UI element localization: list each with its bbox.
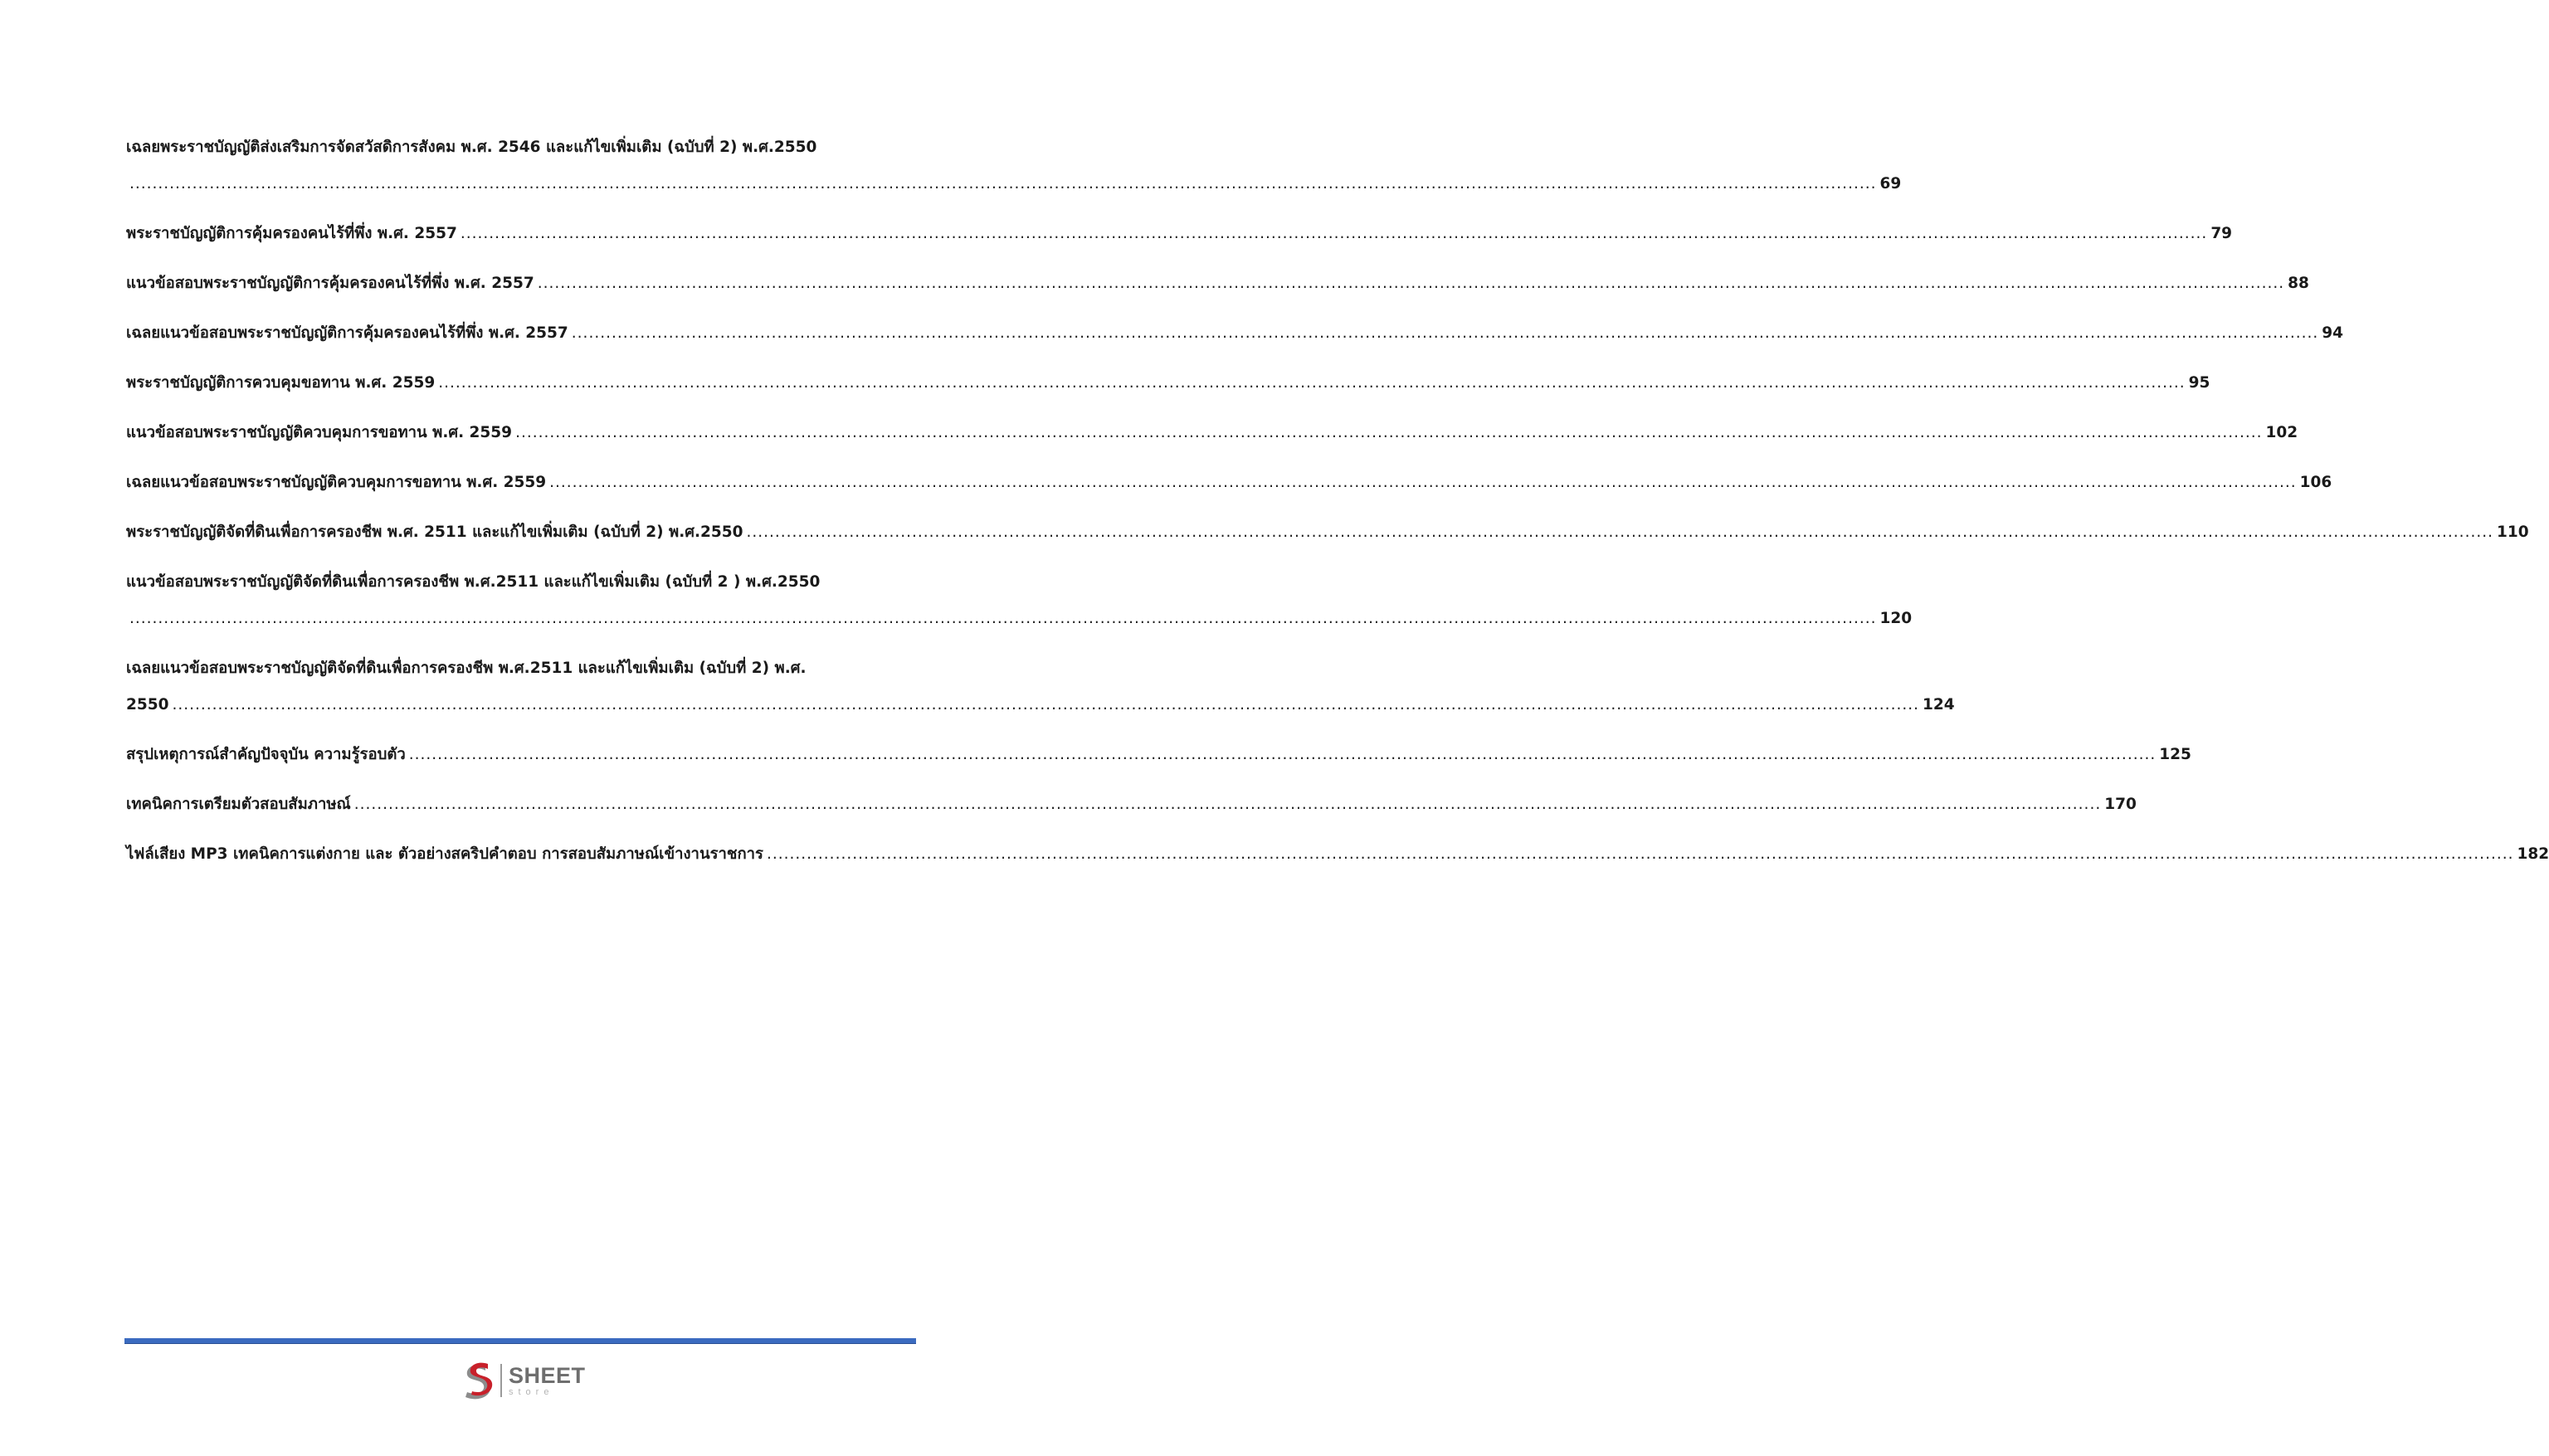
toc-entry[interactable] (126, 365, 2210, 402)
toc-leader-dots (461, 216, 2207, 252)
toc-entry[interactable] (126, 564, 1913, 637)
toc-leader-dots (409, 737, 2156, 773)
toc-entry-title: เฉลยแนวข้อสอบพระราชบัญญัติจัดที่ดินเพื่อการครองชีพ พ.ศ.2511 และแก้ไขเพิ่มเติม (ฉบับที่ 2) พ.ศ. (126, 660, 807, 677)
toc-page-number: 170 (2104, 796, 2137, 813)
toc-leader-dots (129, 166, 1876, 202)
toc-leader-dots (549, 465, 2296, 501)
toc-leader-dots (129, 601, 1876, 637)
logo-subword: store (509, 1386, 554, 1397)
toc-leader-dots (438, 365, 2185, 402)
toc-entry-continuation (126, 601, 1913, 637)
toc-entry-title: สรุปเหตุการณ์สำคัญปัจจุบัน ความรู้รอบตัว (126, 746, 406, 763)
toc-entry-title: พระราชบัญญัติการคุ้มครองคนไร้ที่พึ่ง พ.ศ. 2557 (126, 225, 457, 242)
table-of-contents (126, 129, 2549, 886)
toc-entry[interactable] (126, 836, 2549, 873)
toc-entry-continuation (126, 166, 1902, 202)
toc-page-number: 102 (2265, 424, 2298, 441)
toc-entry-title: แนวข้อสอบพระราชบัญญัติควบคุมการขอทาน พ.ศ. 2559 (126, 424, 513, 441)
toc-entry-title: แนวข้อสอบพระราชบัญญัติจัดที่ดินเพื่อการครองชีพ พ.ศ.2511 และแก้ไขเพิ่มเติม (ฉบับที่ 2 ) พ.ศ.2550 (126, 573, 821, 591)
toc-entry[interactable] (126, 216, 2233, 252)
toc-entry[interactable] (126, 265, 2309, 302)
toc-entry-title: แนวข้อสอบพระราชบัญญัติการคุ้มครองคนไร้ที่พึ่ง พ.ศ. 2557 (126, 275, 534, 292)
toc-entry[interactable] (126, 514, 2529, 551)
sheet-store-logo-icon (461, 1361, 495, 1400)
toc-leader-dots (515, 415, 2262, 451)
toc-page-number: 182 (2517, 845, 2549, 863)
toc-entry[interactable] (126, 129, 1902, 202)
toc-entry[interactable] (126, 465, 2332, 501)
toc-entry[interactable] (126, 786, 2137, 823)
toc-leader-dots (767, 836, 2513, 873)
toc-entry-title: เทคนิคการเตรียมตัวสอบสัมภาษณ์ (126, 796, 351, 813)
toc-leader-dots (354, 786, 2101, 823)
logo-word: SHEET (509, 1362, 586, 1388)
toc-leader-dots (538, 265, 2284, 302)
toc-entry-title: ไฟล์เสียง MP3 เทคนิคการแต่งกาย และ ตัวอย่างสคริปคำตอบ การสอบสัมภาษณ์เข้างานราชการ (126, 845, 763, 863)
toc-entry[interactable] (126, 415, 2298, 451)
toc-entry-title: เฉลยแนวข้อสอบพระราชบัญญัติควบคุมการขอทาน พ.ศ. 2559 (126, 474, 547, 491)
sheet-store-logo (461, 1361, 586, 1400)
toc-page-number: 95 (2188, 374, 2210, 392)
toc-leader-dots (173, 687, 1919, 723)
footer-rule (124, 1338, 916, 1344)
toc-page-number: 124 (1922, 696, 1955, 713)
toc-page-number: 106 (2299, 474, 2332, 491)
toc-page-number: 88 (2288, 275, 2309, 292)
toc-entry-continuation (126, 687, 1955, 723)
toc-entry-title: เฉลยแนวข้อสอบพระราชบัญญัติการคุ้มครองคนไร้ที่พึ่ง พ.ศ. 2557 (126, 324, 568, 342)
toc-leader-dots (572, 315, 2318, 352)
toc-entry-title: พระราชบัญญัติจัดที่ดินเพื่อการครองชีพ พ.ศ. 2511 และแก้ไขเพิ่มเติม (ฉบับที่ 2) พ.ศ.2550 (126, 523, 743, 541)
toc-page-number: 69 (1879, 175, 1902, 192)
toc-entry-title: เฉลยพระราชบัญญัติส่งเสริมการจัดสวัสดิการสังคม พ.ศ. 2546 และแก้ไขเพิ่มเติม (ฉบับที่ 2) พ.ศ.2550 (126, 139, 817, 156)
toc-entry[interactable] (126, 315, 2344, 352)
logo-text (509, 1362, 586, 1397)
toc-page-number: 79 (2210, 225, 2233, 242)
toc-page-number: 125 (2159, 746, 2191, 763)
toc-entry-title-continued: 2550 (126, 696, 169, 713)
toc-page-number: 94 (2322, 324, 2344, 342)
toc-page-number: 120 (1879, 610, 1913, 627)
toc-entry[interactable] (126, 737, 2191, 773)
toc-leader-dots (747, 514, 2493, 551)
toc-entry[interactable] (126, 650, 1955, 723)
toc-page-number: 110 (2496, 523, 2529, 541)
toc-entry-title: พระราชบัญญัติการควบคุมขอทาน พ.ศ. 2559 (126, 374, 436, 392)
logo-separator (500, 1364, 502, 1397)
